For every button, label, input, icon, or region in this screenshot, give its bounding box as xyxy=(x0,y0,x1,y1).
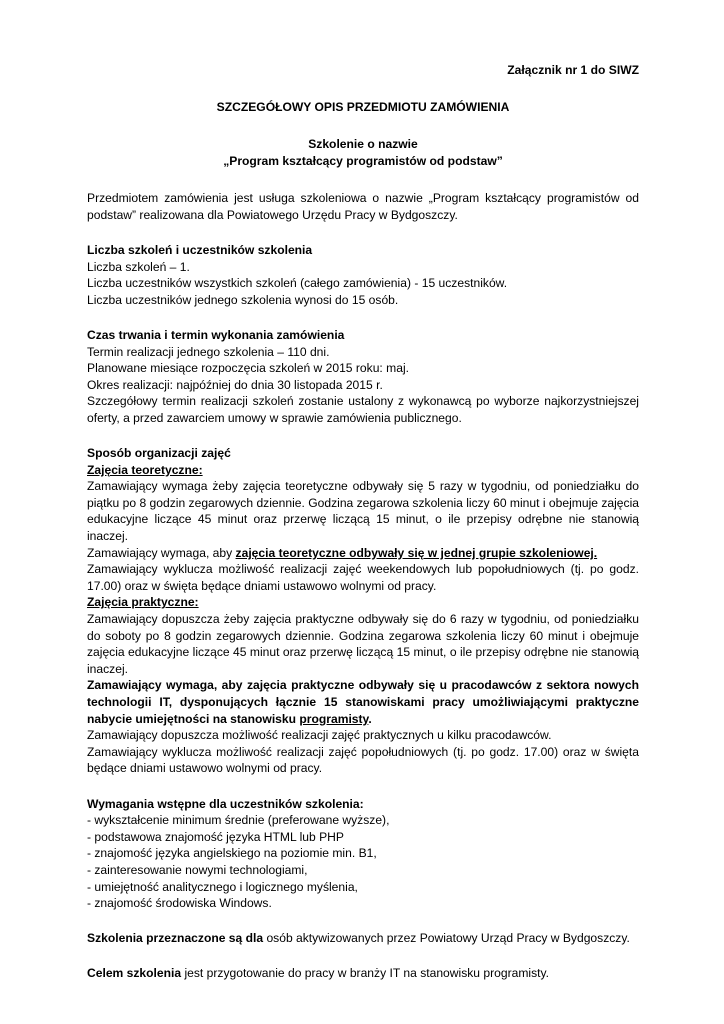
duration-line: Termin realizacji jednego szkolenia – 110 dni. xyxy=(87,344,330,359)
requirement-item: - zainteresowanie nowymi technologiami, xyxy=(87,862,308,877)
annex-label: Załącznik nr 1 do SIWZ xyxy=(507,63,639,77)
requirement-item: - znajomość środowiska Windows. xyxy=(87,896,272,911)
subtitle-line-2: „Program kształcący programistów od podstaw” xyxy=(223,153,503,168)
goal-label: Celem szkolenia xyxy=(87,966,182,981)
target-text: osób aktywizowanych przez Powiatowy Urząd Pracy w Bydgoszczy. xyxy=(263,931,630,946)
count-heading: Liczba szkoleń i uczestników szkolenia xyxy=(87,242,313,257)
duration-paragraph: Szczegółowy termin realizacji szkoleń zostanie ustalony z wykonawcą po wyborze najkorzystniejszej oferty, a przed zawarciem umowy w sprawie zamówienia publicznego. xyxy=(87,394,639,425)
theory-group-prefix: Zamawiający wymaga, aby xyxy=(87,545,236,560)
count-line: Liczba szkoleń – 1. xyxy=(87,259,190,274)
document-page xyxy=(87,62,639,982)
target-label: Szkolenia przeznaczone są dla xyxy=(87,931,264,946)
practice-requirement-end: . xyxy=(368,711,372,726)
practice-requirement-text: Zamawiający wymaga, aby zajęcia praktyczne odbywały się u pracodawców z sektora nowych technologii IT, dysponujących łącznie 15 stanowiskami pracy umożliwiającymi praktyczne nabycie xyxy=(87,678,639,726)
practice-employers-paragraph: Zamawiający dopuszcza możliwość realizacji zajęć praktycznych u kilku pracodawców. xyxy=(87,728,552,743)
subtitle-line-1: Szkolenie o nazwie xyxy=(308,137,418,152)
duration-heading: Czas trwania i termin wykonania zamówienia xyxy=(87,327,345,342)
goal-paragraph xyxy=(87,965,639,982)
duration-line: Okres realizacji: najpóźniej do dnia 30 listopada 2015 r. xyxy=(87,377,383,392)
target-paragraph xyxy=(87,930,639,947)
practice-requirement-paragraph xyxy=(87,677,639,727)
requirement-item: - podstawowa znajomość języka HTML lub PHP xyxy=(87,829,344,844)
duration-line: Planowane miesiące rozpoczęcia szkoleń w 2015 roku: maj. xyxy=(87,361,409,376)
goal-text: jest przygotowanie do pracy w branży IT na stanowisku programisty. xyxy=(181,966,550,981)
requirements-heading: Wymagania wstępne dla uczestników szkolenia: xyxy=(87,796,364,811)
requirement-item: - wykształcenie minimum średnie (preferowane wyższe), xyxy=(87,813,390,828)
practice-heading: Zajęcia praktyczne: xyxy=(87,595,199,610)
count-line: Liczba uczestników jednego szkolenia wynosi do 15 osób. xyxy=(87,292,399,307)
organization-heading: Sposób organizacji zajęć xyxy=(87,446,231,461)
practice-requirement-programmer: programisty xyxy=(299,711,369,726)
theory-heading: Zajęcia teoretyczne: xyxy=(87,462,203,477)
document-title: SZCZEGÓŁOWY OPIS PRZEDMIOTU ZAMÓWIENIA xyxy=(216,100,510,115)
theory-group-emphasis: zajęcia teoretyczne odbywały się w jednej grupie szkoleniowej. xyxy=(235,545,598,560)
practice-requirement-skill: umiejętności na stanowisku xyxy=(135,711,300,726)
intro-paragraph: Przedmiotem zamówienia jest usługa szkoleniowa o nazwie „Program kształcący programistów od podstaw” realizowana dla Powiatowego Urzędu Pracy w Bydgoszczy. xyxy=(87,191,639,222)
theory-group-paragraph xyxy=(87,545,639,562)
theory-paragraph: Zamawiający wymaga żeby zajęcia teoretyczne odbywały się 5 razy w tygodniu, od poniedziałku do piątku po 8 godzin zegarowych dziennie. Godzina zegarowa szkolenia liczy 60 minut i obejmuje zajęcia edukacyjne liczące 45 minut oraz przerwę liczącą 15 minut, o ile przepisy odrębne nie stanowią inaczej. xyxy=(87,479,639,544)
practice-exclusion-paragraph: Zamawiający wyklucza możliwość realizacji zajęć popołudniowych (tj. po godz. 17.00) oraz w święta będące dniami ustawowo wolnymi od pracy. xyxy=(87,744,639,776)
requirement-item: - umiejętność analitycznego i logicznego myślenia, xyxy=(87,879,358,894)
count-line: Liczba uczestników wszystkich szkoleń (całego zamówienia) - 15 uczestników. xyxy=(87,276,508,291)
requirement-item: - znajomość języka angielskiego na poziomie min. B1, xyxy=(87,846,377,861)
theory-exclusion-paragraph: Zamawiający wyklucza możliwość realizacji zajęć weekendowych lub popołudniowych (tj. po godz. 17.00) oraz w święta będące dniami ustawowo wolnymi od pracy. xyxy=(87,562,639,593)
practice-paragraph: Zamawiający dopuszcza żeby zajęcia praktyczne odbywały się do 6 razy w tygodniu, od poniedziałku do soboty po 8 godzin zegarowych dziennie. Godzina zegarowa szkolenia liczy 60 minut i obejmuje zajęcia edukacyjne liczące 45 minut oraz przerwę liczącą 15 minut, o ile przepisy odrębne nie stanowią inaczej. xyxy=(87,612,639,676)
